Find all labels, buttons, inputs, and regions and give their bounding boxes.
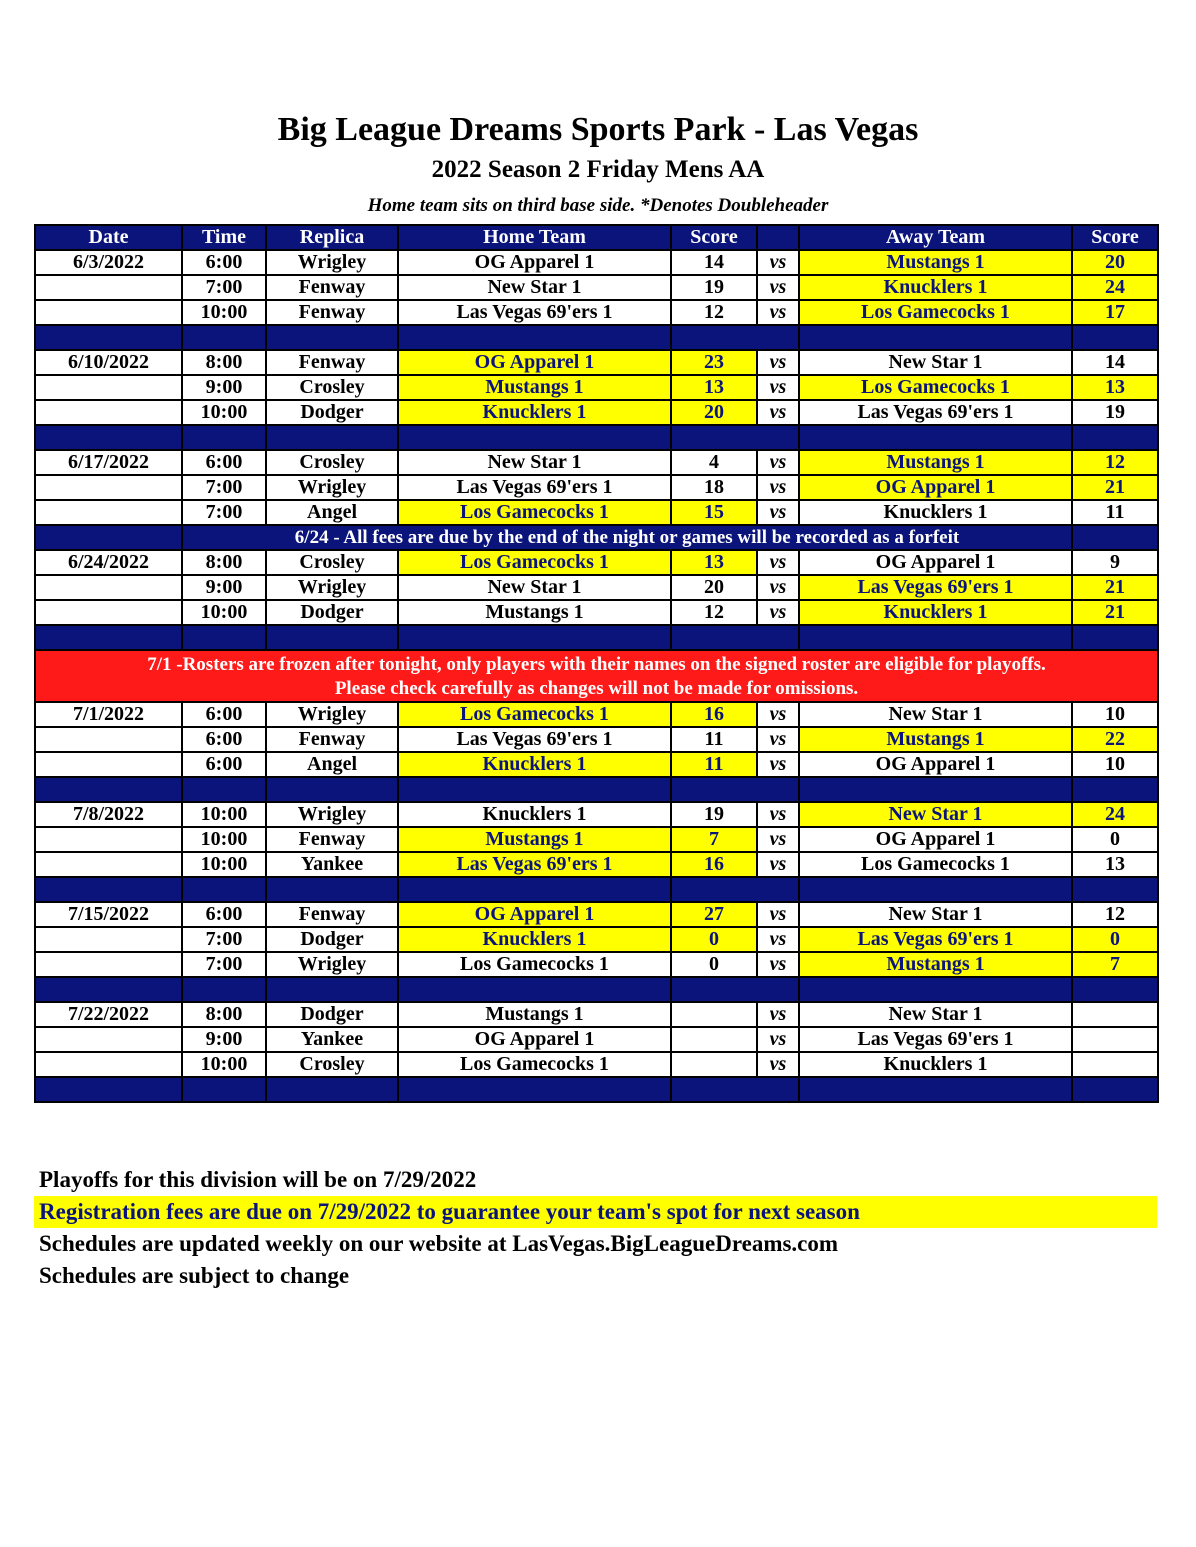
- home-score: 20: [671, 400, 757, 425]
- separator-cell: [799, 425, 1072, 450]
- home-score: 23: [671, 350, 757, 375]
- separator-cell: [398, 877, 671, 902]
- separator-cell: [1072, 425, 1158, 450]
- game-row: [35, 1002, 1158, 1027]
- away-score: 22: [1072, 727, 1158, 752]
- separator-cell: [1072, 877, 1158, 902]
- home-team: Los Gamecocks 1: [398, 550, 671, 575]
- game-row: [35, 250, 1158, 275]
- separator-cell: [35, 325, 182, 350]
- vs-label: vs: [757, 475, 799, 500]
- game-time: 6:00: [182, 902, 266, 927]
- home-score: 0: [671, 927, 757, 952]
- table-header-row: [35, 225, 1158, 250]
- separator-cell: [671, 1077, 799, 1102]
- separator-cell: [1072, 325, 1158, 350]
- game-row: [35, 400, 1158, 425]
- home-team: OG Apparel 1: [398, 902, 671, 927]
- away-team: New Star 1: [799, 350, 1072, 375]
- separator-cell: [671, 877, 799, 902]
- vs-label: vs: [757, 600, 799, 625]
- separator-cell: [1072, 977, 1158, 1002]
- game-replica-field: Dodger: [266, 927, 398, 952]
- vs-label: vs: [757, 1027, 799, 1052]
- vs-label: vs: [757, 250, 799, 275]
- game-date: 6/24/2022: [35, 550, 182, 575]
- game-replica-field: Fenway: [266, 827, 398, 852]
- away-score: 10: [1072, 752, 1158, 777]
- game-time: 6:00: [182, 752, 266, 777]
- away-team: Mustangs 1: [799, 727, 1072, 752]
- away-score: 14: [1072, 350, 1158, 375]
- home-score: 4: [671, 450, 757, 475]
- game-date: 7/8/2022: [35, 802, 182, 827]
- fees-notice-row: [35, 525, 1158, 550]
- home-score: 15: [671, 500, 757, 525]
- away-team: OG Apparel 1: [799, 752, 1072, 777]
- game-time: 7:00: [182, 500, 266, 525]
- home-score: 16: [671, 702, 757, 727]
- game-row: [35, 350, 1158, 375]
- roster-alert-row: [35, 650, 1158, 702]
- away-score: 24: [1072, 275, 1158, 300]
- home-team-note: Home team sits on third base side. *Denotes Doubleheader: [367, 195, 829, 216]
- home-team: New Star 1: [398, 575, 671, 600]
- away-score: 21: [1072, 575, 1158, 600]
- game-date: [35, 752, 182, 777]
- home-team: Mustangs 1: [398, 827, 671, 852]
- away-score: 21: [1072, 600, 1158, 625]
- game-time: 10:00: [182, 852, 266, 877]
- game-row: [35, 952, 1158, 977]
- away-team: Los Gamecocks 1: [799, 300, 1072, 325]
- away-team: Mustangs 1: [799, 450, 1072, 475]
- col-header-home-score: Score: [671, 225, 757, 250]
- separator-cell: [1072, 625, 1158, 650]
- notice-spacer: [35, 525, 182, 550]
- away-score: [1072, 1002, 1158, 1027]
- home-team: Knucklers 1: [398, 927, 671, 952]
- home-team: Mustangs 1: [398, 600, 671, 625]
- game-date: 7/15/2022: [35, 902, 182, 927]
- separator-cell: [266, 977, 398, 1002]
- home-team: New Star 1: [398, 450, 671, 475]
- game-replica-field: Fenway: [266, 350, 398, 375]
- game-date: [35, 275, 182, 300]
- game-replica-field: Fenway: [266, 275, 398, 300]
- away-score: 7: [1072, 952, 1158, 977]
- vs-label: vs: [757, 300, 799, 325]
- away-score: 19: [1072, 400, 1158, 425]
- separator-cell: [35, 877, 182, 902]
- vs-label: vs: [757, 575, 799, 600]
- away-team: OG Apparel 1: [799, 475, 1072, 500]
- away-team: OG Apparel 1: [799, 550, 1072, 575]
- vs-label: vs: [757, 375, 799, 400]
- away-score: [1072, 1027, 1158, 1052]
- separator-cell: [398, 625, 671, 650]
- separator-cell: [799, 1077, 1072, 1102]
- away-team: Knucklers 1: [799, 500, 1072, 525]
- game-replica-field: Fenway: [266, 727, 398, 752]
- game-date: [35, 1027, 182, 1052]
- separator-cell: [182, 625, 266, 650]
- separator-cell: [398, 977, 671, 1002]
- vs-label: vs: [757, 852, 799, 877]
- col-header-vs: [757, 225, 799, 250]
- game-date: [35, 500, 182, 525]
- home-team: Mustangs 1: [398, 1002, 671, 1027]
- vs-label: vs: [757, 902, 799, 927]
- game-date: [35, 927, 182, 952]
- home-team: Los Gamecocks 1: [398, 1052, 671, 1077]
- game-replica-field: Dodger: [266, 1002, 398, 1027]
- vs-label: vs: [757, 400, 799, 425]
- col-header-away-score: Score: [1072, 225, 1158, 250]
- separator-row: [35, 777, 1158, 802]
- away-score: 0: [1072, 927, 1158, 952]
- roster-alert-line-1: 7/1 -Rosters are frozen after tonight, only players with their names on the signed roster are eligible for playoffs.: [147, 654, 1046, 675]
- away-score: 0: [1072, 827, 1158, 852]
- separator-cell: [266, 625, 398, 650]
- home-team: OG Apparel 1: [398, 250, 671, 275]
- away-score: 13: [1072, 375, 1158, 400]
- separator-row: [35, 325, 1158, 350]
- separator-cell: [35, 977, 182, 1002]
- vs-label: vs: [757, 752, 799, 777]
- page-subtitle: 2022 Season 2 Friday Mens AA: [431, 156, 765, 183]
- col-header-home-team: Home Team: [398, 225, 671, 250]
- game-time: 10:00: [182, 300, 266, 325]
- game-replica-field: Dodger: [266, 400, 398, 425]
- away-score: 13: [1072, 852, 1158, 877]
- home-team: Knucklers 1: [398, 752, 671, 777]
- game-row: [35, 300, 1158, 325]
- game-date: [35, 600, 182, 625]
- separator-row: [35, 877, 1158, 902]
- separator-cell: [182, 1077, 266, 1102]
- game-replica-field: Yankee: [266, 852, 398, 877]
- vs-label: vs: [757, 952, 799, 977]
- fees-notice-text: 6/24 - All fees are due by the end of the night or games will be recorded as a forfeit: [182, 525, 1072, 550]
- game-date: [35, 575, 182, 600]
- separator-cell: [35, 1077, 182, 1102]
- home-team: Los Gamecocks 1: [398, 702, 671, 727]
- subject-to-change-note: Schedules are subject to change: [39, 1263, 350, 1288]
- game-date: [35, 300, 182, 325]
- separator-cell: [1072, 1077, 1158, 1102]
- home-team: Los Gamecocks 1: [398, 500, 671, 525]
- home-score: 20: [671, 575, 757, 600]
- game-replica-field: Crosley: [266, 1052, 398, 1077]
- separator-cell: [671, 325, 799, 350]
- game-row: [35, 727, 1158, 752]
- separator-cell: [182, 877, 266, 902]
- home-score: [671, 1002, 757, 1027]
- away-score: 10: [1072, 702, 1158, 727]
- home-score: 14: [671, 250, 757, 275]
- schedule-body: [35, 250, 1158, 1102]
- game-replica-field: Wrigley: [266, 475, 398, 500]
- game-time: 6:00: [182, 450, 266, 475]
- col-header-time: Time: [182, 225, 266, 250]
- separator-row: [35, 625, 1158, 650]
- vs-label: vs: [757, 702, 799, 727]
- separator-cell: [266, 425, 398, 450]
- vs-label: vs: [757, 927, 799, 952]
- game-replica-field: Dodger: [266, 600, 398, 625]
- home-score: 11: [671, 752, 757, 777]
- away-team: Los Gamecocks 1: [799, 852, 1072, 877]
- vs-label: vs: [757, 500, 799, 525]
- game-replica-field: Angel: [266, 500, 398, 525]
- away-score: 20: [1072, 250, 1158, 275]
- away-team: Las Vegas 69'ers 1: [799, 400, 1072, 425]
- home-score: [671, 1052, 757, 1077]
- away-team: Knucklers 1: [799, 600, 1072, 625]
- game-date: [35, 400, 182, 425]
- game-row: [35, 550, 1158, 575]
- game-replica-field: Crosley: [266, 450, 398, 475]
- col-header-away-team: Away Team: [799, 225, 1072, 250]
- game-time: 10:00: [182, 600, 266, 625]
- notice-spacer: [1072, 525, 1158, 550]
- game-time: 7:00: [182, 952, 266, 977]
- game-row: [35, 902, 1158, 927]
- game-row: [35, 600, 1158, 625]
- home-score: 11: [671, 727, 757, 752]
- game-date: 6/10/2022: [35, 350, 182, 375]
- separator-cell: [182, 777, 266, 802]
- separator-cell: [671, 777, 799, 802]
- home-score: [671, 1027, 757, 1052]
- game-time: 10:00: [182, 400, 266, 425]
- game-row: [35, 1052, 1158, 1077]
- away-team: Mustangs 1: [799, 250, 1072, 275]
- game-replica-field: Wrigley: [266, 802, 398, 827]
- game-row: [35, 500, 1158, 525]
- separator-cell: [182, 977, 266, 1002]
- game-date: [35, 952, 182, 977]
- game-date: 6/17/2022: [35, 450, 182, 475]
- game-time: 9:00: [182, 375, 266, 400]
- separator-row: [35, 977, 1158, 1002]
- game-row: [35, 752, 1158, 777]
- separator-cell: [671, 625, 799, 650]
- game-replica-field: Fenway: [266, 902, 398, 927]
- home-team: Knucklers 1: [398, 400, 671, 425]
- home-team: New Star 1: [398, 275, 671, 300]
- home-score: 12: [671, 300, 757, 325]
- game-time: 7:00: [182, 275, 266, 300]
- playoffs-note: Playoffs for this division will be on 7/29/2022: [39, 1167, 477, 1192]
- away-score: 24: [1072, 802, 1158, 827]
- separator-cell: [671, 425, 799, 450]
- vs-label: vs: [757, 275, 799, 300]
- vs-label: vs: [757, 450, 799, 475]
- separator-row: [35, 1077, 1158, 1102]
- col-header-date: Date: [35, 225, 182, 250]
- separator-cell: [398, 777, 671, 802]
- away-team: Las Vegas 69'ers 1: [799, 1027, 1072, 1052]
- game-row: [35, 852, 1158, 877]
- home-score: 19: [671, 275, 757, 300]
- game-time: 7:00: [182, 475, 266, 500]
- game-row: [35, 375, 1158, 400]
- game-time: 9:00: [182, 575, 266, 600]
- separator-cell: [398, 1077, 671, 1102]
- game-time: 6:00: [182, 250, 266, 275]
- game-row: [35, 1027, 1158, 1052]
- game-date: [35, 1052, 182, 1077]
- col-header-replica: Replica: [266, 225, 398, 250]
- separator-cell: [182, 425, 266, 450]
- away-team: Los Gamecocks 1: [799, 375, 1072, 400]
- game-replica-field: Fenway: [266, 300, 398, 325]
- game-replica-field: Wrigley: [266, 575, 398, 600]
- vs-label: vs: [757, 802, 799, 827]
- separator-cell: [266, 325, 398, 350]
- registration-note: Registration fees are due on 7/29/2022 to guarantee your team's spot for next season: [34, 1196, 1157, 1228]
- separator-cell: [799, 977, 1072, 1002]
- home-score: 12: [671, 600, 757, 625]
- vs-label: vs: [757, 1002, 799, 1027]
- game-time: 10:00: [182, 1052, 266, 1077]
- vs-label: vs: [757, 727, 799, 752]
- page-title: Big League Dreams Sports Park - Las Vegas: [277, 111, 919, 148]
- game-replica-field: Wrigley: [266, 952, 398, 977]
- away-team: New Star 1: [799, 1002, 1072, 1027]
- separator-cell: [671, 977, 799, 1002]
- home-team: Las Vegas 69'ers 1: [398, 727, 671, 752]
- roster-alert-line-2: Please check carefully as changes will not be made for omissions.: [334, 678, 859, 699]
- game-row: [35, 475, 1158, 500]
- game-time: 10:00: [182, 802, 266, 827]
- game-time: 8:00: [182, 550, 266, 575]
- home-score: 7: [671, 827, 757, 852]
- away-score: [1072, 1052, 1158, 1077]
- game-time: 6:00: [182, 702, 266, 727]
- away-team: New Star 1: [799, 702, 1072, 727]
- roster-alert: [35, 650, 1158, 702]
- game-replica-field: Crosley: [266, 375, 398, 400]
- away-team: Mustangs 1: [799, 952, 1072, 977]
- away-team: Knucklers 1: [799, 1052, 1072, 1077]
- away-team: Las Vegas 69'ers 1: [799, 575, 1072, 600]
- game-row: [35, 827, 1158, 852]
- home-score: 19: [671, 802, 757, 827]
- home-score: 13: [671, 375, 757, 400]
- game-replica-field: Wrigley: [266, 702, 398, 727]
- separator-cell: [398, 425, 671, 450]
- separator-cell: [266, 877, 398, 902]
- game-time: 8:00: [182, 350, 266, 375]
- game-date: [35, 375, 182, 400]
- separator-cell: [266, 1077, 398, 1102]
- home-team: Los Gamecocks 1: [398, 952, 671, 977]
- game-row: [35, 575, 1158, 600]
- away-team: OG Apparel 1: [799, 827, 1072, 852]
- away-team: New Star 1: [799, 802, 1072, 827]
- game-date: [35, 852, 182, 877]
- home-team: Mustangs 1: [398, 375, 671, 400]
- home-team: OG Apparel 1: [398, 350, 671, 375]
- game-row: [35, 927, 1158, 952]
- game-row: [35, 450, 1158, 475]
- game-date: 6/3/2022: [35, 250, 182, 275]
- home-team: Knucklers 1: [398, 802, 671, 827]
- game-row: [35, 702, 1158, 727]
- home-team: Las Vegas 69'ers 1: [398, 300, 671, 325]
- vs-label: vs: [757, 350, 799, 375]
- game-time: 9:00: [182, 1027, 266, 1052]
- game-time: 10:00: [182, 827, 266, 852]
- vs-label: vs: [757, 550, 799, 575]
- game-replica-field: Yankee: [266, 1027, 398, 1052]
- game-date: [35, 727, 182, 752]
- separator-cell: [799, 625, 1072, 650]
- separator-row: [35, 425, 1158, 450]
- away-team: Las Vegas 69'ers 1: [799, 927, 1072, 952]
- away-team: New Star 1: [799, 902, 1072, 927]
- home-team: OG Apparel 1: [398, 1027, 671, 1052]
- separator-cell: [398, 325, 671, 350]
- separator-cell: [266, 777, 398, 802]
- vs-label: vs: [757, 827, 799, 852]
- website-note: Schedules are updated weekly on our website at LasVegas.BigLeagueDreams.com: [39, 1231, 839, 1256]
- separator-cell: [799, 877, 1072, 902]
- game-date: [35, 475, 182, 500]
- home-score: 13: [671, 550, 757, 575]
- game-row: [35, 802, 1158, 827]
- game-date: [35, 827, 182, 852]
- away-score: 9: [1072, 550, 1158, 575]
- away-score: 21: [1072, 475, 1158, 500]
- separator-cell: [799, 777, 1072, 802]
- away-score: 12: [1072, 902, 1158, 927]
- home-score: 27: [671, 902, 757, 927]
- game-row: [35, 275, 1158, 300]
- vs-label: vs: [757, 1052, 799, 1077]
- away-score: 11: [1072, 500, 1158, 525]
- separator-cell: [182, 325, 266, 350]
- separator-cell: [799, 325, 1072, 350]
- away-score: 17: [1072, 300, 1158, 325]
- separator-cell: [1072, 777, 1158, 802]
- game-replica-field: Angel: [266, 752, 398, 777]
- home-team: Las Vegas 69'ers 1: [398, 852, 671, 877]
- game-replica-field: Wrigley: [266, 250, 398, 275]
- home-score: 0: [671, 952, 757, 977]
- game-replica-field: Crosley: [266, 550, 398, 575]
- game-time: 6:00: [182, 727, 266, 752]
- away-score: 12: [1072, 450, 1158, 475]
- game-time: 8:00: [182, 1002, 266, 1027]
- separator-cell: [35, 425, 182, 450]
- home-score: 18: [671, 475, 757, 500]
- game-time: 7:00: [182, 927, 266, 952]
- schedule-table: [34, 224, 1159, 1103]
- away-team: Knucklers 1: [799, 275, 1072, 300]
- separator-cell: [35, 777, 182, 802]
- home-score: 16: [671, 852, 757, 877]
- game-date: 7/22/2022: [35, 1002, 182, 1027]
- separator-cell: [35, 625, 182, 650]
- home-team: Las Vegas 69'ers 1: [398, 475, 671, 500]
- game-date: 7/1/2022: [35, 702, 182, 727]
